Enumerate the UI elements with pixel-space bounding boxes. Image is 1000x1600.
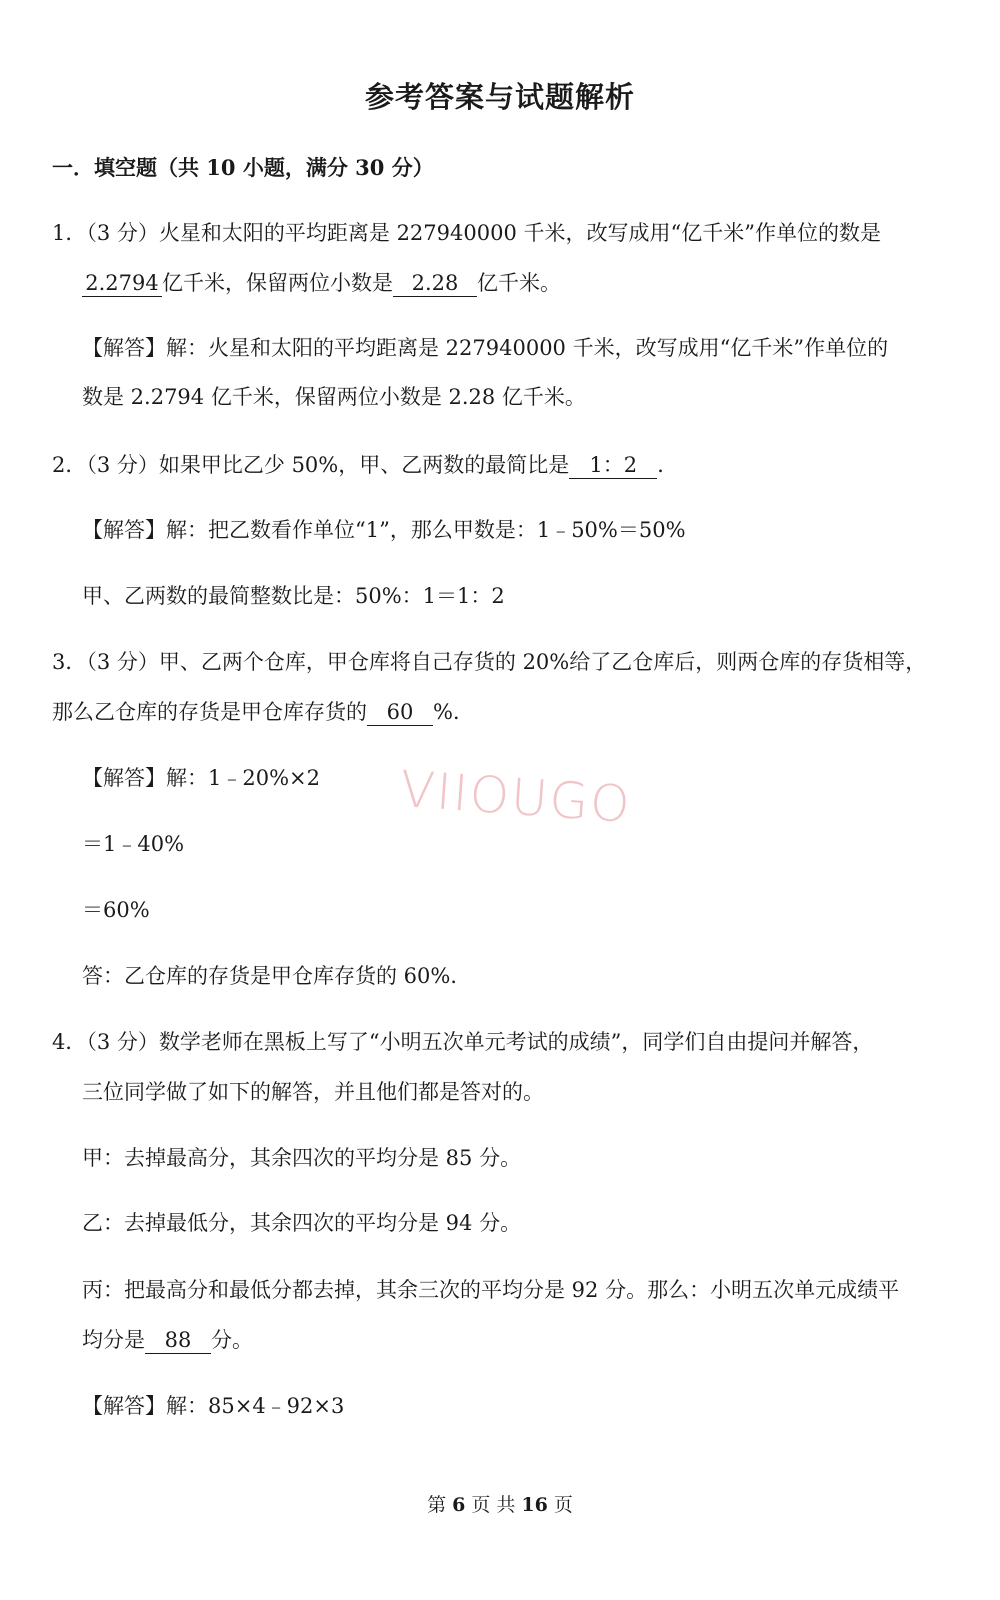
- watermark-logo: VIIOUGO: [398, 759, 634, 835]
- q3-blank: 60: [367, 699, 433, 726]
- q4-bing-1: 丙：把最高分和最低分都去掉，其余三次的平均分是 92 分。那么：小明五次单元成绩平: [82, 1278, 900, 1302]
- q2-blank: 1：2: [569, 452, 657, 479]
- q3-answer-4: 答：乙仓库的存货是甲仓库存货的 60%．: [82, 964, 472, 988]
- page-footer: [0, 1490, 1000, 1517]
- q4-bing-2: [82, 1325, 1000, 1355]
- footer-page-number: 6: [452, 1494, 466, 1516]
- q3-line-2: [52, 697, 1000, 727]
- q1-line-1: [52, 218, 1000, 248]
- footer-suffix: 页: [553, 1494, 573, 1516]
- footer-prefix: 第: [427, 1494, 447, 1516]
- q4-jia: 甲：去掉最高分，其余四次的平均分是 85 分。: [82, 1146, 522, 1170]
- q1-answer-2: 数是 2.2794 亿千米，保留两位小数是 2.28 亿千米。: [82, 385, 586, 409]
- q4-line-1: 4．（3 分）数学老师在黑板上写了“小明五次单元考试的成绩”，同学们自由提问并解答，: [52, 1030, 874, 1054]
- q4-yi: 乙：去掉最低分，其余四次的平均分是 94 分。: [82, 1211, 522, 1235]
- q3-text-2a: 那么乙仓库的存货是甲仓库存货的: [52, 700, 367, 724]
- q3-answer-1: 【解答】解：1﹣20%×2: [82, 766, 320, 790]
- q2-text-b: ．: [657, 453, 679, 477]
- q4-line-2: 三位同学做了如下的解答，并且他们都是答对的。: [82, 1080, 544, 1104]
- footer-middle: 页 共: [471, 1494, 516, 1516]
- q2-answer-1: 【解答】解：把乙数看作单位“1”，那么甲数是：1﹣50%＝50%: [82, 518, 686, 542]
- q1-text-b: 亿千米，保留两位小数是: [162, 271, 393, 295]
- footer-total-pages: 16: [521, 1494, 548, 1516]
- q3-line-1: 3．（3 分）甲、乙两个仓库，甲仓库将自己存货的 20%给了乙仓库后，则两仓库的存货相等，: [52, 650, 927, 674]
- q2-text-a: 2．（3 分）如果甲比乙少 50%，甲、乙两数的最简比是: [52, 453, 570, 477]
- q3-text-2b: %．: [433, 700, 474, 724]
- q1-blank-1: 2.2794: [82, 270, 162, 297]
- q4-text-2a: 均分是: [82, 1328, 145, 1352]
- q1-text-c: 亿千米。: [477, 271, 561, 295]
- q2-answer-2: 甲、乙两数的最简整数比是：50%：1＝1：2: [82, 584, 505, 608]
- q2-line-1: [52, 450, 1000, 480]
- page-title: 参考答案与试题解析: [364, 80, 635, 114]
- q4-answer-1: 【解答】解：85×4﹣92×3: [82, 1394, 345, 1418]
- q1-answer-1: 【解答】解：火星和太阳的平均距离是 227940000 千米，改写成用“亿千米”作单位的: [82, 336, 889, 360]
- q1-line-2: [82, 268, 1000, 298]
- q3-answer-2: ＝1﹣40%: [82, 832, 185, 856]
- q3-answer-3: ＝60%: [82, 898, 150, 922]
- q4-blank: 88: [145, 1327, 211, 1354]
- q4-text-2b: 分。: [211, 1328, 253, 1352]
- section-heading: 一．填空题（共 10 小题，满分 30 分）: [52, 155, 434, 180]
- q1-text-a: 1．（3 分）火星和太阳的平均距离是 227940000 千米，改写成用“亿千米”作单位的数是: [52, 221, 881, 245]
- q1-blank-2: 2.28: [393, 270, 477, 297]
